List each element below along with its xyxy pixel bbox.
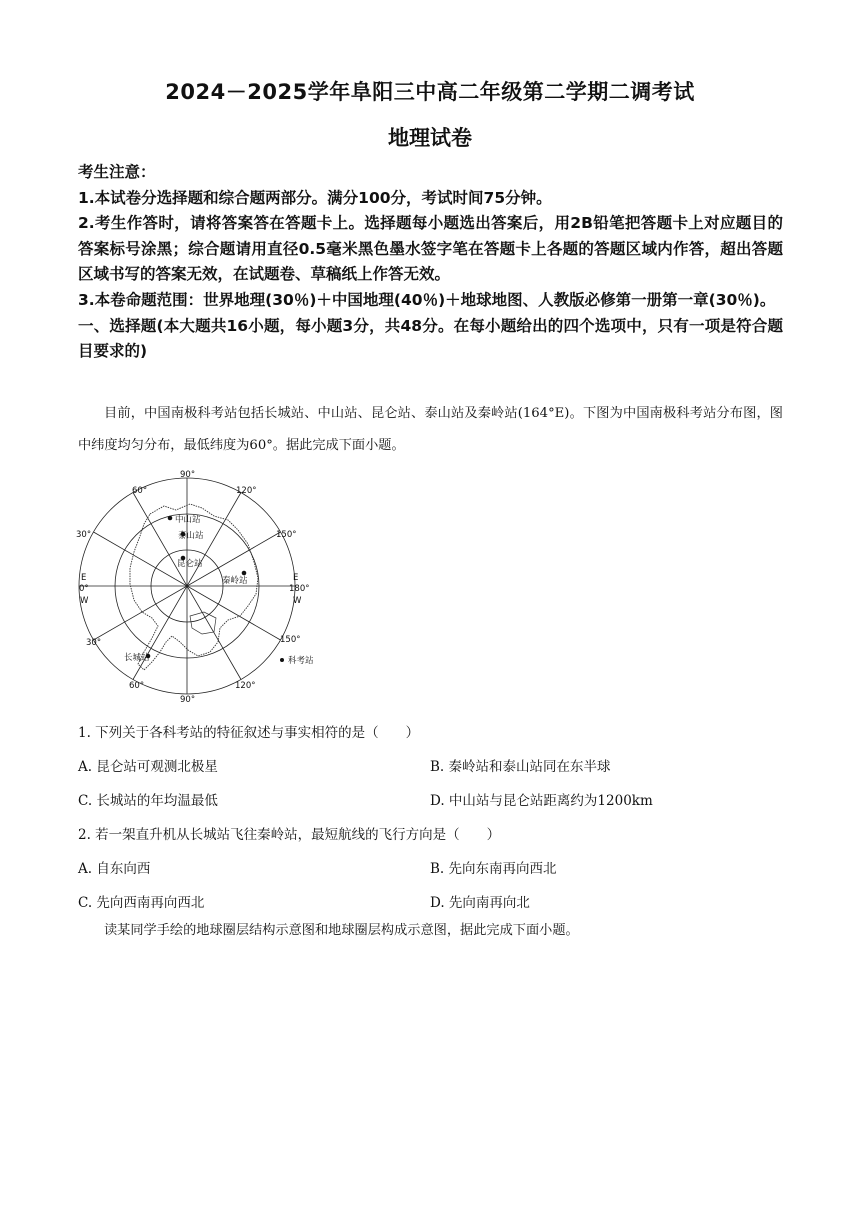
question-1-option-c: C. 长城站的年均温最低 xyxy=(78,793,218,809)
question-1-stem: 1. 下列关于各科考站的特征叙述与事实相符的是（ ） xyxy=(78,725,420,741)
label-bottom-90: 90° xyxy=(180,695,196,705)
label-r-180: 180° xyxy=(289,584,310,594)
question-2-stem: 2. 若一架直升机从长城站飞往秦岭站，最短航线的飞行方向是（ ） xyxy=(78,827,501,843)
label-zero: 0° xyxy=(79,584,89,594)
note-item-3: 3.本卷命题范围：世界地理(30％)＋中国地理(40％)＋地球地图、人教版必修第一册第一章(30％)。 xyxy=(78,290,776,309)
question-1-option-d: D. 中山站与昆仑站距离约为1200km xyxy=(430,793,653,809)
label-top-90: 90° xyxy=(180,470,196,480)
label-br-120: 120° xyxy=(235,681,256,691)
exam-subtitle: 地理试卷 xyxy=(388,126,472,150)
label-br-150: 150° xyxy=(280,635,301,645)
label-r-150: 150° xyxy=(276,530,297,540)
station-label-zhongshan: 中山站 xyxy=(175,515,201,525)
question-2-option-b: B. 先向东南再向西北 xyxy=(430,861,557,877)
station-label-taishan: 泰山站 xyxy=(178,531,204,541)
label-bl-60: 60° xyxy=(129,681,145,691)
label-l-30: 30° xyxy=(76,530,92,540)
note-item-2: 2.考生作答时，请将答案答在答题卡上。选择题每小题选出答案后，用2B铅笔把答题卡上对应题目的答案标号涂黑；综合题请用直径0.5毫米黑色墨水签字笔在答题卡上各题的答题区域内作答，超出答题区域书写的答案无效，在试题卷、草稿纸上作答无效。 xyxy=(78,214,783,284)
station-label-changcheng: 长城站 xyxy=(124,653,150,663)
question-1-option-b: B. 秦岭站和泰山站同在东半球 xyxy=(430,759,611,775)
antarctic-station-map xyxy=(72,466,342,706)
label-e: E xyxy=(81,573,87,583)
label-bl-30: 30° xyxy=(86,638,102,648)
ice-shelf-line xyxy=(190,612,216,634)
label-tl-60: 60° xyxy=(132,486,148,496)
question-intro-2: 读某同学手绘的地球圈层结构示意图和地球圈层构成示意图，据此完成下面小题。 xyxy=(104,923,579,938)
notes-heading: 考生注意： xyxy=(78,163,156,181)
question-2-option-a: A. 自东向西 xyxy=(78,861,151,877)
station-dot-zhongshan xyxy=(168,516,173,521)
note-item-1: 1.本试卷分选择题和综合题两部分。满分100分，考试时间75分钟。 xyxy=(78,188,552,207)
map-grid xyxy=(79,478,295,694)
label-tr-120: 120° xyxy=(236,486,257,496)
legend-dot xyxy=(280,658,284,662)
exam-title: 2024－2025学年阜阳三中高二年级第二学期二调考试 xyxy=(165,80,695,104)
legend-label: 科考站 xyxy=(288,656,314,666)
label-right-e: E xyxy=(293,573,299,583)
station-label-kunlun: 昆仑站 xyxy=(177,559,203,569)
section-heading: 一、选择题(本大题共16小题，每小题3分，共48分。在每小题给出的四个选项中，只有一项是符合题目要求的) xyxy=(78,316,783,361)
station-dot-qinling xyxy=(242,571,247,576)
question-2-option-c: C. 先向西南再向西北 xyxy=(78,895,205,911)
question-2-option-d: D. 先向南再向北 xyxy=(430,895,530,911)
label-right-w: W xyxy=(293,596,302,606)
exam-notes xyxy=(78,160,783,365)
question-intro-1: 目前，中国南极科考站包括长城站、中山站、昆仑站、泰山站及秦岭站(164°E)。下图为中国南极科考站分布图，图中纬度均匀分布，最低纬度为60°。据此完成下面小题。 xyxy=(78,406,783,453)
label-w: W xyxy=(80,596,89,606)
question-1-option-a: A. 昆仑站可观测北极星 xyxy=(78,759,218,775)
antarctica-coastline xyxy=(130,504,258,670)
station-label-qinling: 秦岭站 xyxy=(222,576,248,586)
